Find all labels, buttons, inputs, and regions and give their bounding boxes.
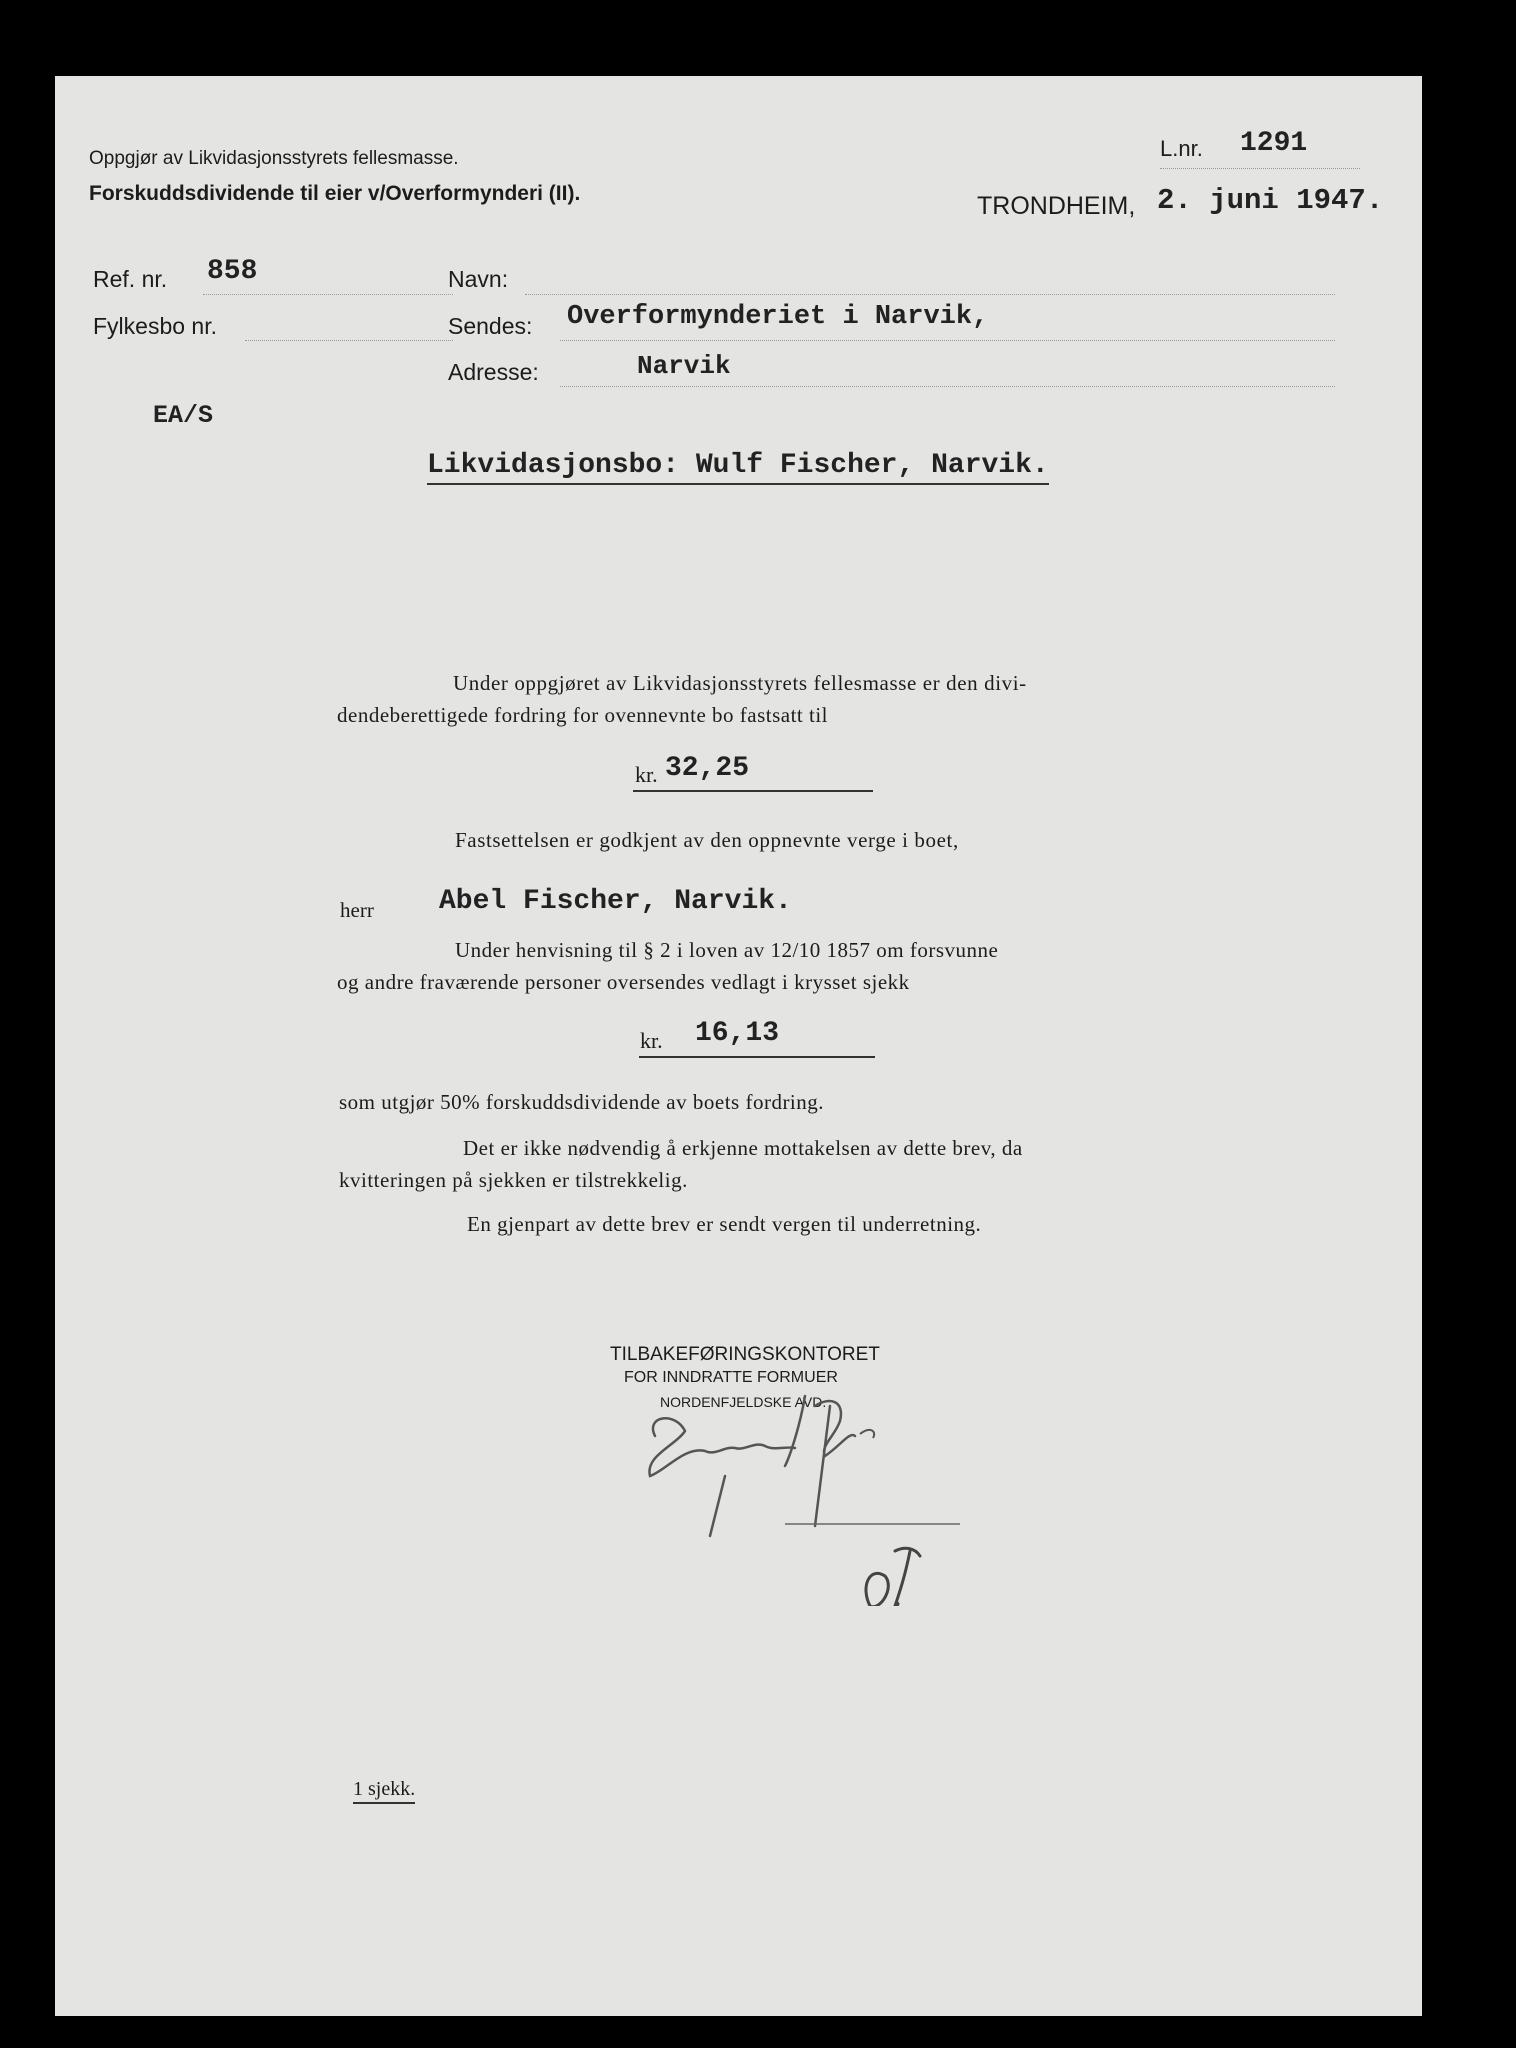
lnr-dotline	[1160, 168, 1360, 169]
adresse-label: Adresse:	[448, 359, 539, 385]
body-para1-line2: dendeberettigede fordring for ovennevnte bo fastsatt til	[337, 703, 829, 727]
amount1-rule	[633, 790, 873, 792]
amount2-rule	[639, 1056, 875, 1058]
body-para5-line2: kvitteringen på sjekken er tilstrekkelig.	[339, 1168, 688, 1192]
date-value: 2. juni 1947.	[1157, 184, 1384, 217]
ref-nr-value: 858	[207, 256, 258, 287]
header-line-2: Forskuddsdividende til eier v/Overformynderi (II).	[89, 182, 581, 205]
initials: EA/S	[153, 401, 214, 430]
verge-name: Abel Fischer, Narvik.	[439, 886, 792, 917]
body-para1-line1: Under oppgjøret av Likvidasjonsstyrets fellesmasse er den divi-	[453, 671, 1027, 695]
stamp-line2: FOR INNDRATTE FORMUER	[624, 1369, 838, 1386]
subject-text: Likvidasjonsbo: Wulf Fischer, Narvik.	[427, 450, 1049, 485]
sendes-value: Overformynderiet i Narvik,	[567, 302, 989, 332]
handwritten-signature	[615, 1376, 1135, 1606]
lnr-label: L.nr.	[1160, 136, 1203, 161]
sendes-label: Sendes:	[448, 313, 533, 339]
sendes-dotline	[560, 340, 1335, 341]
place-label: TRONDHEIM,	[977, 192, 1136, 220]
navn-label: Navn:	[448, 266, 509, 292]
ref-nr-label: Ref. nr.	[93, 266, 168, 292]
body-para3-line2: og andre fraværende personer oversendes vedlagt i krysset sjekk	[337, 970, 910, 994]
navn-dotline	[525, 294, 1335, 295]
body-para3-line1: Under henvisning til § 2 i loven av 12/10 1857 om forsvunne	[455, 938, 999, 962]
amount1-prefix: kr.	[635, 762, 658, 787]
amount1-value: 32,25	[665, 753, 750, 784]
body-para2: Fastsettelsen er godkjent av den oppnevnte verge i boet,	[455, 828, 959, 852]
amount2-prefix: kr.	[640, 1028, 663, 1053]
adresse-dotline	[560, 386, 1335, 387]
body-para4: som utgjør 50% forskuddsdividende av boets fordring.	[339, 1090, 825, 1114]
body-para6: En gjenpart av dette brev er sendt vergen til underretning.	[467, 1212, 982, 1236]
herr-label: herr	[340, 898, 374, 922]
adresse-value: Narvik	[637, 351, 731, 381]
letter-page	[55, 76, 1422, 2016]
header-line-1: Oppgjør av Likvidasjonsstyrets fellesmasse.	[89, 148, 459, 169]
ref-dotline	[203, 294, 453, 295]
stamp-line3: NORDENFJELDSKE AVD.	[660, 1394, 827, 1410]
amount2-value: 16,13	[695, 1018, 780, 1049]
subject-title	[427, 450, 1049, 481]
body-para5-line1: Det er ikke nødvendig å erkjenne mottakelsen av dette brev, da	[463, 1136, 1023, 1160]
lnr-value: 1291	[1240, 128, 1308, 159]
fylkesbo-label: Fylkesbo nr.	[93, 313, 217, 339]
enclosure-text: 1 sjekk.	[353, 1778, 415, 1804]
fylkesbo-dotline	[245, 340, 453, 341]
stamp-line1: TILBAKEFØRINGSKONTORET	[610, 1344, 880, 1365]
enclosure-note	[353, 1778, 415, 1801]
